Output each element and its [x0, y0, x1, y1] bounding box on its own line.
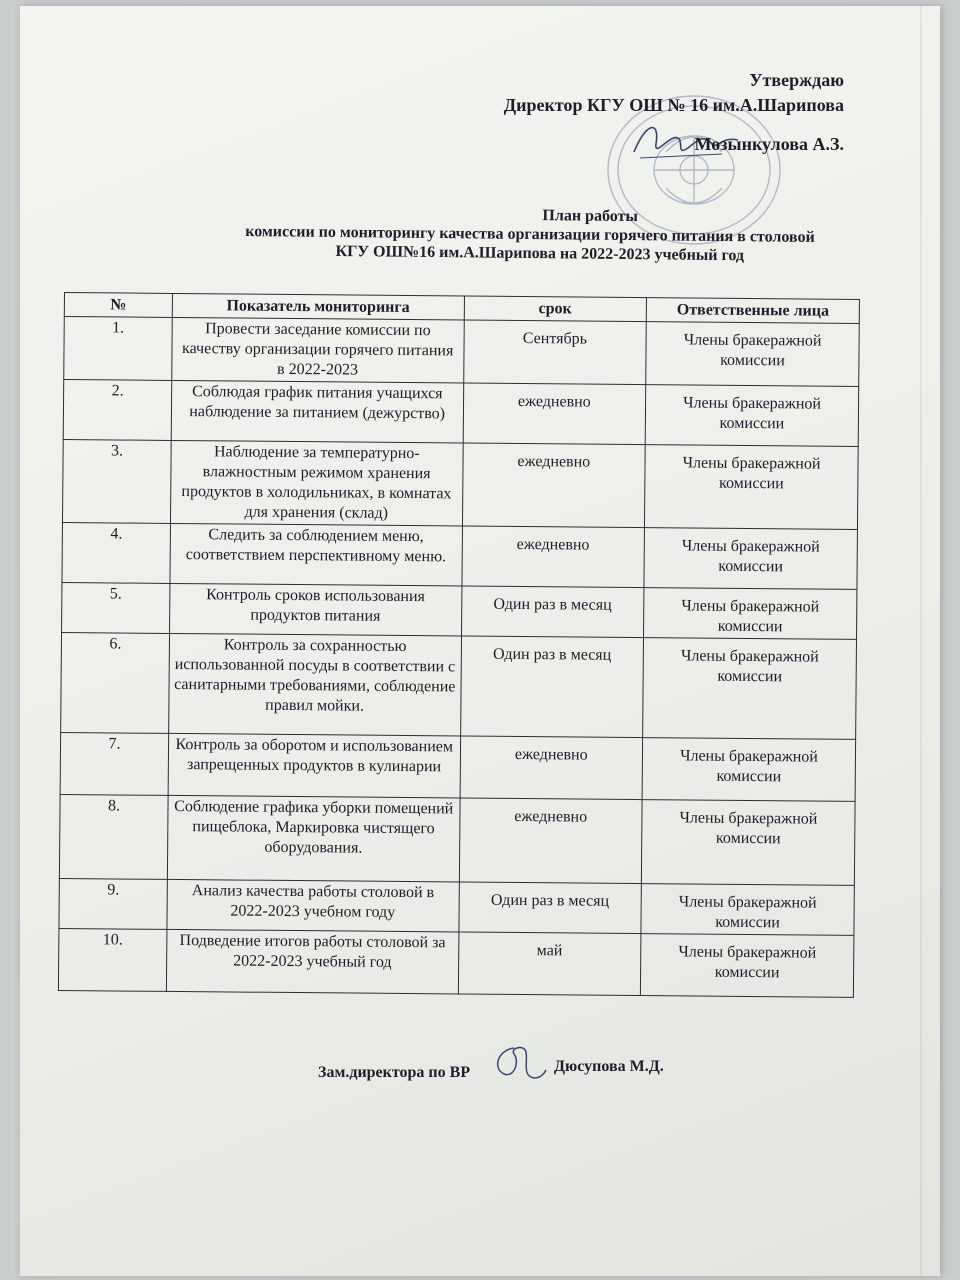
row-num: 2. — [63, 380, 171, 441]
approval-block — [504, 68, 844, 157]
row-num: 7. — [60, 732, 168, 795]
table-row — [59, 878, 854, 935]
row-num: 6. — [61, 632, 170, 733]
deputy-signature-block — [318, 1040, 698, 1090]
row-indicator: Подведение итогов работы столовой за 2022-2023 учебный год — [166, 929, 458, 994]
row-term: ежедневно — [461, 526, 644, 588]
table-row — [63, 380, 858, 447]
row-responsible: Члены бракеражной комиссии — [643, 638, 857, 740]
monitoring-plan-table — [58, 292, 860, 998]
row-responsible: Члены бракеражной комиссии — [641, 884, 854, 936]
header-responsible: Ответственные лица — [646, 298, 859, 324]
table-row — [61, 632, 857, 739]
row-term: Один раз в месяц — [461, 586, 644, 638]
row-term: май — [458, 932, 641, 996]
row-num: 8. — [59, 794, 168, 879]
table-row — [64, 317, 860, 387]
row-num: 10. — [58, 928, 166, 991]
row-term: Один раз в месяц — [460, 636, 643, 738]
row-indicator: Контроль сроков использования продуктов питания — [169, 583, 461, 636]
row-term: Сентябрь — [463, 320, 646, 385]
director-title: Директор КГУ ОШ № 16 им.А.Шарипова — [503, 95, 844, 115]
row-indicator: Провести заседание комиссии по качеству организации горячего питания в 2022-2023 — [172, 317, 464, 383]
row-term: ежедневно — [463, 383, 646, 445]
header-term: срок — [464, 296, 647, 322]
table-row — [62, 522, 857, 589]
table-body — [58, 317, 859, 998]
director-name: Мозынкулова А.З. — [694, 134, 844, 154]
row-indicator: Анализ качества работы столовой в 2022-2023 учебном году — [167, 879, 459, 932]
row-term: ежедневно — [462, 443, 645, 528]
header-num: № — [64, 293, 172, 318]
row-indicator: Соблюдая график питания учащихся наблюдение за питанием (дежурство) — [171, 380, 463, 443]
row-indicator: Контроль за оборотом и использованием запрещенных продуктов в кулинарии — [168, 733, 460, 798]
row-responsible: Члены бракеражной комиссии — [645, 385, 858, 447]
row-indicator: Наблюдение за температурно-влажностным режимом хранения продуктов в холодильниках, в комнатах для хранения (склад) — [170, 440, 462, 526]
page-fold — [920, 6, 922, 1276]
row-term: ежедневно — [459, 798, 642, 884]
row-num: 9. — [59, 878, 167, 929]
row-term: Один раз в месяц — [458, 882, 641, 934]
table-row — [59, 794, 855, 885]
row-responsible: Члены бракеражной комиссии — [644, 528, 857, 590]
row-num: 3. — [62, 439, 171, 523]
title-line-2: комиссии по мониторингу качества организации горячего питания в столовой — [245, 223, 815, 246]
row-responsible: Члены бракеражной комиссии — [646, 322, 859, 387]
row-responsible: Члены бракеражной комиссии — [645, 445, 859, 530]
document-title — [120, 202, 941, 268]
row-indicator: Следить за соблюдением меню, соответствием перспективному меню. — [170, 523, 462, 586]
title-line-3: КГУ ОШ№16 им.А.Шарипова на 2022-2023 учебный год — [335, 242, 745, 265]
deputy-label: Зам.директора по ВР — [318, 1064, 471, 1081]
row-num: 5. — [62, 582, 170, 633]
row-responsible: Члены бракеражной комиссии — [644, 588, 857, 640]
header-indicator: Показатель мониторинга — [172, 293, 464, 320]
row-responsible: Члены бракеражной комиссии — [642, 738, 855, 802]
table-row — [58, 928, 854, 997]
approve-label: Утверждаю — [749, 70, 844, 90]
table-row — [62, 439, 858, 529]
row-responsible: Члены бракеражной комиссии — [640, 934, 853, 998]
table-row — [60, 732, 856, 801]
row-responsible: Члены бракеражной комиссии — [641, 800, 855, 886]
table-row — [62, 582, 857, 639]
row-num: 1. — [64, 317, 172, 381]
deputy-signature — [484, 1040, 548, 1086]
row-term: ежедневно — [460, 736, 643, 800]
row-indicator: Контроль за сохранностью использованной посуды в соответствии с санитарными требованиями, соблюдение правил мойки. — [169, 633, 461, 736]
title-line-1: План работы — [542, 207, 639, 226]
row-indicator: Соблюдение графика уборки помещений пищеблока, Маркировка чистящего оборудования. — [167, 795, 459, 882]
deputy-name: Дюсупова М.Д. — [554, 1058, 664, 1075]
row-num: 4. — [62, 522, 170, 583]
